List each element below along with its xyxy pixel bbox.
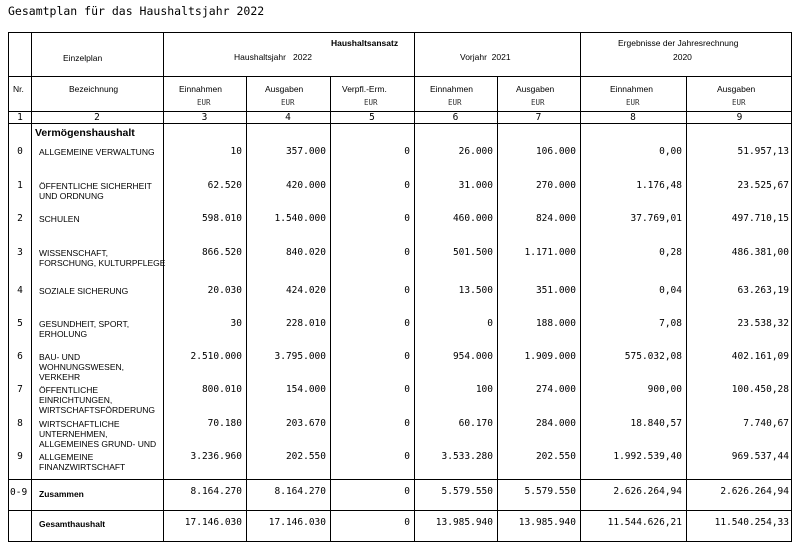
- row-value: 0: [404, 384, 410, 395]
- row-value: 23.538,32: [737, 318, 789, 329]
- row-label: ÖFFENTLICHE SICHERHEIT: [39, 181, 152, 191]
- header-col: Ausgaben: [265, 84, 304, 94]
- row-number: 1: [17, 180, 23, 191]
- row-value: 0,04: [659, 285, 682, 296]
- row-label: FORSCHUNG, KULTURPFLEGE: [39, 258, 166, 268]
- row-value: 26.000: [458, 146, 493, 157]
- unit-label: EUR: [732, 98, 746, 107]
- row-label: FINANZWIRTSCHAFT: [39, 462, 126, 472]
- row-label: ALLGEMEINE VERWALTUNG: [39, 147, 155, 157]
- row-value: 62.520: [207, 180, 242, 191]
- budget-table: [8, 32, 792, 542]
- col-line: [31, 33, 32, 541]
- row-value: 424.020: [285, 285, 326, 296]
- row-value: 840.020: [285, 247, 326, 258]
- row-value: 357.000: [285, 146, 326, 157]
- header-col: Ausgaben: [516, 84, 555, 94]
- col-index: 1: [17, 112, 23, 123]
- row-line: [9, 76, 791, 77]
- unit-label: EUR: [364, 98, 378, 107]
- header-haushaltsansatz: Haushaltsansatz: [331, 38, 399, 48]
- row-value: 0: [404, 213, 410, 224]
- gesamt-value: 17.146.030: [268, 517, 326, 528]
- row-value: 51.957,13: [737, 146, 789, 157]
- row-number: 2: [17, 213, 23, 224]
- row-value: 20.030: [207, 285, 242, 296]
- row-number: 8: [17, 418, 23, 429]
- header-haushaltsjahr: Haushaltsjahr 2022: [234, 52, 312, 62]
- header-col: Ausgaben: [717, 84, 756, 94]
- gesamt-value: 13.985.940: [518, 517, 576, 528]
- zusammen-value: 2.626.264,94: [720, 486, 789, 497]
- col-index: 5: [369, 112, 375, 123]
- row-value: 1.171.000: [524, 247, 576, 258]
- row-value: 3.236.960: [190, 451, 242, 462]
- row-value: 13.500: [458, 285, 493, 296]
- row-number: 6: [17, 351, 23, 362]
- row-value: 1.540.000: [274, 213, 326, 224]
- col-index: 9: [736, 112, 743, 123]
- row-value: 23.525,67: [737, 180, 789, 191]
- row-value: 0,00: [659, 146, 682, 157]
- row-value: 203.670: [285, 418, 326, 429]
- row-value: 900,00: [647, 384, 682, 395]
- row-label: SCHULEN: [39, 214, 80, 224]
- unit-label: EUR: [626, 98, 640, 107]
- row-value: 31.000: [458, 180, 493, 191]
- row-value: 274.000: [535, 384, 576, 395]
- row-value: 800.010: [201, 384, 242, 395]
- row-value: 598.010: [201, 213, 242, 224]
- gesamt-value: 0: [404, 517, 410, 528]
- row-label: UNTERNEHMEN,: [39, 429, 108, 439]
- gesamt-value: 11.540.254,33: [714, 517, 789, 528]
- row-label: ÖFFENTLICHE: [39, 385, 99, 395]
- zusammen-value: 8.164.270: [274, 486, 326, 497]
- row-label: ALLGEMEINES GRUND- UND: [39, 439, 157, 449]
- row-value: 0: [404, 180, 410, 191]
- col-index: 2: [94, 112, 100, 123]
- row-value: 0: [404, 418, 410, 429]
- row-value: 969.537,44: [731, 451, 789, 462]
- gesamt-value: 13.985.940: [435, 517, 493, 528]
- row-value: 402.161,09: [731, 351, 789, 362]
- row-value: 284.000: [535, 418, 576, 429]
- row-label: BAU- UND: [39, 352, 81, 362]
- row-value: 188.000: [535, 318, 576, 329]
- row-value: 18.840,57: [630, 418, 682, 429]
- header-ergebnisse: Ergebnisse der Jahresrechnung: [618, 38, 739, 48]
- page-title: Gesamtplan für das Haushaltsjahr 2022: [8, 4, 265, 18]
- header-bezeichnung: Bezeichnung: [69, 84, 119, 94]
- row-value: 1.992.539,40: [613, 451, 682, 462]
- col-index: 3: [201, 112, 208, 123]
- row-line: [9, 123, 791, 124]
- header-col: Einnahmen: [430, 84, 474, 94]
- row-label: WISSENSCHAFT,: [39, 248, 108, 258]
- header-einzelplan: Einzelplan: [63, 53, 103, 63]
- col-index: 6: [452, 112, 459, 123]
- row-value: 7,08: [659, 318, 682, 329]
- row-value: 1.909.000: [524, 351, 576, 362]
- row-number: 5: [17, 318, 23, 329]
- col-index: 4: [285, 112, 291, 123]
- row-value: 351.000: [535, 285, 576, 296]
- row-value: 0,28: [659, 247, 682, 258]
- row-number: 3: [17, 247, 23, 258]
- row-label: EINRICHTUNGEN,: [39, 395, 113, 405]
- zusammen-label: Zusammen: [39, 489, 84, 499]
- row-value: 0: [487, 318, 493, 329]
- section-title: Vermögenshaushalt: [35, 127, 135, 139]
- row-label: ALLGEMEINE: [39, 452, 94, 462]
- col-index: 8: [630, 112, 636, 123]
- row-value: 100.450,28: [731, 384, 789, 395]
- row-number: 0: [17, 146, 23, 157]
- row-line: [9, 479, 791, 480]
- row-value: 10: [230, 146, 242, 157]
- row-value: 486.381,00: [731, 247, 789, 258]
- row-label: GESUNDHEIT, SPORT,: [39, 319, 130, 329]
- header-vorjahr: Vorjahr 2021: [460, 52, 511, 62]
- row-value: 420.000: [285, 180, 326, 191]
- zusammen-value: 5.579.550: [441, 486, 493, 497]
- row-label: WIRTSCHAFTSFÖRDERUNG: [39, 405, 156, 415]
- row-label: WIRTSCHAFTLICHE: [39, 419, 120, 429]
- row-value: 30: [230, 318, 242, 329]
- header-ergebnisse-year: 2020: [673, 52, 692, 62]
- row-value: 37.769,01: [630, 213, 682, 224]
- row-value: 63.263,19: [737, 285, 789, 296]
- row-line: [9, 510, 791, 511]
- row-label: UND ORDNUNG: [39, 191, 104, 201]
- row-value: 202.550: [535, 451, 576, 462]
- header-nr: Nr.: [13, 84, 24, 94]
- header-col: Einnahmen: [610, 84, 654, 94]
- row-value: 497.710,15: [731, 213, 789, 224]
- zusammen-nr: 0-9: [10, 487, 28, 498]
- row-label: SOZIALE SICHERUNG: [39, 286, 129, 296]
- row-value: 824.000: [535, 213, 576, 224]
- header-col: Einnahmen: [179, 84, 223, 94]
- row-value: 106.000: [535, 146, 576, 157]
- row-value: 460.000: [452, 213, 493, 224]
- row-value: 1.176,48: [636, 180, 682, 191]
- unit-label: EUR: [281, 98, 295, 107]
- row-value: 0: [404, 146, 410, 157]
- row-value: 575.032,08: [624, 351, 682, 362]
- row-value: 3.533.280: [441, 451, 493, 462]
- gesamt-value: 11.544.626,21: [607, 517, 682, 528]
- row-value: 60.170: [458, 418, 493, 429]
- row-number: 4: [17, 285, 23, 296]
- row-value: 0: [404, 318, 410, 329]
- row-value: 501.500: [452, 247, 493, 258]
- row-number: 7: [17, 384, 23, 395]
- row-value: 866.520: [201, 247, 242, 258]
- row-label: WOHNUNGSWESEN,: [39, 362, 124, 372]
- row-value: 100: [475, 384, 493, 395]
- gesamt-value: 17.146.030: [184, 517, 242, 528]
- row-value: 270.000: [535, 180, 576, 191]
- unit-label: EUR: [531, 98, 545, 107]
- row-value: 70.180: [207, 418, 242, 429]
- row-value: 0: [404, 451, 410, 462]
- row-value: 3.795.000: [274, 351, 326, 362]
- row-value: 154.000: [285, 384, 326, 395]
- row-value: 228.010: [285, 318, 326, 329]
- zusammen-value: 0: [404, 486, 410, 497]
- row-label: ERHOLUNG: [39, 329, 88, 339]
- unit-label: EUR: [448, 98, 462, 107]
- row-value: 7.740,67: [743, 418, 789, 429]
- zusammen-value: 2.626.264,94: [613, 486, 682, 497]
- col-index: 7: [535, 112, 542, 123]
- row-value: 0: [404, 285, 410, 296]
- row-value: 0: [404, 351, 410, 362]
- row-number: 9: [17, 451, 23, 462]
- row-value: 0: [404, 247, 410, 258]
- unit-label: EUR: [197, 98, 211, 107]
- row-value: 202.550: [285, 451, 326, 462]
- zusammen-value: 8.164.270: [190, 486, 242, 497]
- row-label: VERKEHR: [39, 372, 81, 382]
- row-value: 2.510.000: [190, 351, 242, 362]
- gesamt-label: Gesamthaushalt: [39, 519, 106, 529]
- header-col: Verpfl.-Erm.: [342, 84, 387, 94]
- row-value: 954.000: [452, 351, 493, 362]
- zusammen-value: 5.579.550: [524, 486, 576, 497]
